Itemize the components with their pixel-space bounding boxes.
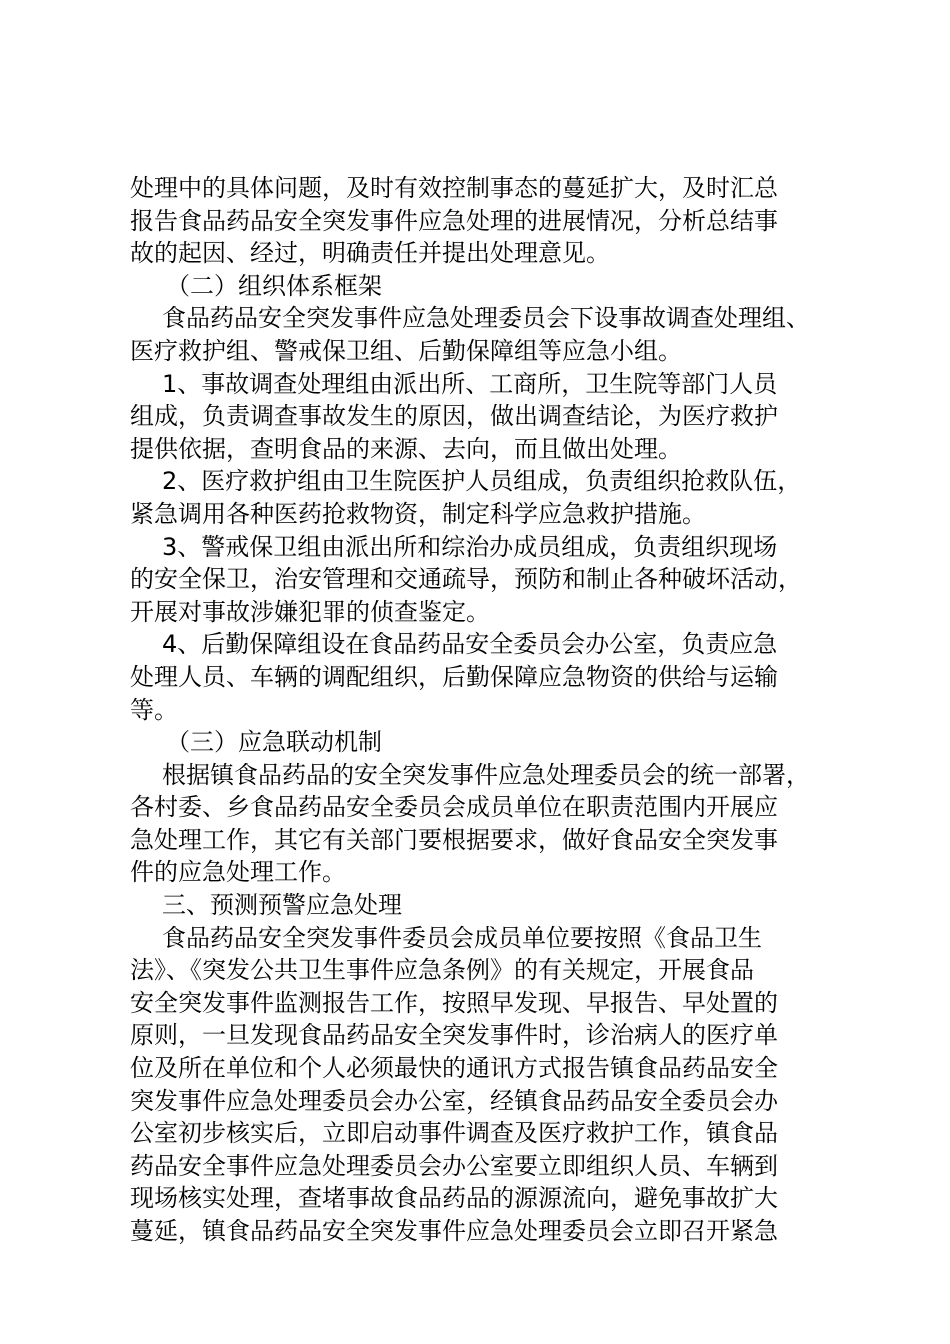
text-line: 开展对事故涉嫌犯罪的侦查鉴定。	[130, 597, 490, 626]
text-line: 食品药品安全突发事件委员会成员单位要按照《食品卫生	[162, 923, 762, 952]
text-line: 1、事故调查处理组由派出所、工商所，卫生院等部门人员	[162, 369, 778, 398]
text-line: 提供依据，查明食品的来源、去向，而且做出处理。	[130, 434, 682, 463]
text-line: 根据镇食品药品的安全突发事件应急处理委员会的统一部署，	[162, 760, 810, 789]
text-line: 处理中的具体问题，及时有效控制事态的蔓延扩大，及时汇总	[130, 174, 778, 202]
text-line: 的安全保卫，治安管理和交通疏导，预防和制止各种破坏活动，	[130, 565, 802, 594]
text-line: 故的起因、经过，明确责任并提出处理意见。	[130, 239, 610, 268]
text-line: 2、医疗救护组由卫生院医护人员组成，负责组织抢救队伍，	[162, 467, 802, 496]
text-line: 件的应急处理工作。	[130, 858, 346, 887]
section-heading: 三、预测预警应急处理	[162, 891, 402, 920]
text-line: 位及所在单位和个人必须最快的通讯方式报告镇食品药品安全	[130, 1054, 778, 1083]
text-line: 原则，一旦发现食品药品安全突发事件时，诊治病人的医疗单	[130, 1021, 778, 1050]
text-line: 法》、《突发公共卫生事件应急条例》的有关规定，开展食品	[130, 956, 754, 985]
text-line: 3、警戒保卫组由派出所和综治办成员组成，负责组织现场	[162, 532, 778, 561]
text-line: 现场核实处理，查堵事故食品药品的源源流向，避免事故扩大	[130, 1184, 778, 1213]
text-line: 报告食品药品安全突发事件应急处理的进展情况，分析总结事	[130, 206, 778, 235]
text-line: 处理人员、车辆的调配组织，后勤保障应急物资的供给与运输	[130, 662, 778, 691]
text-line: 急处理工作，其它有关部门要根据要求，做好食品安全突发事	[130, 825, 778, 854]
text-line: 等。	[130, 695, 178, 724]
text-line: 公室初步核实后，立即启动事件调查及医疗救护工作，镇食品	[130, 1119, 778, 1148]
text-line: 各村委、乡食品药品安全委员会成员单位在职责范围内开展应	[130, 793, 778, 822]
text-line: 药品安全事件应急处理委员会办公室要立即组织人员、车辆到	[130, 1151, 778, 1180]
text-line: 4、后勤保障组设在食品药品安全委员会办公室，负责应急	[162, 630, 778, 659]
text-line: 安全突发事件监测报告工作，按照早发现、早报告、早处置的	[130, 988, 778, 1017]
text-line: 突发事件应急处理委员会办公室，经镇食品药品安全委员会办	[130, 1086, 778, 1115]
document-body	[130, 172, 840, 1248]
text-line: 医疗救护组、警戒保卫组、后勤保障组等应急小组。	[130, 336, 682, 365]
text-line: 组成，负责调查事故发生的原因，做出调查结论，为医疗救护	[130, 402, 778, 431]
text-line: 紧急调用各种医药抢救物资，制定科学应急救护措施。	[130, 499, 706, 528]
section-heading: （三）应急联动机制	[166, 728, 382, 757]
text-line: 食品药品安全突发事件应急处理委员会下设事故调查处理组、	[162, 304, 810, 333]
text-line: 蔓延，镇食品药品安全突发事件应急处理委员会立即召开紧急	[130, 1217, 778, 1245]
section-heading: （二）组织体系框架	[166, 271, 382, 300]
